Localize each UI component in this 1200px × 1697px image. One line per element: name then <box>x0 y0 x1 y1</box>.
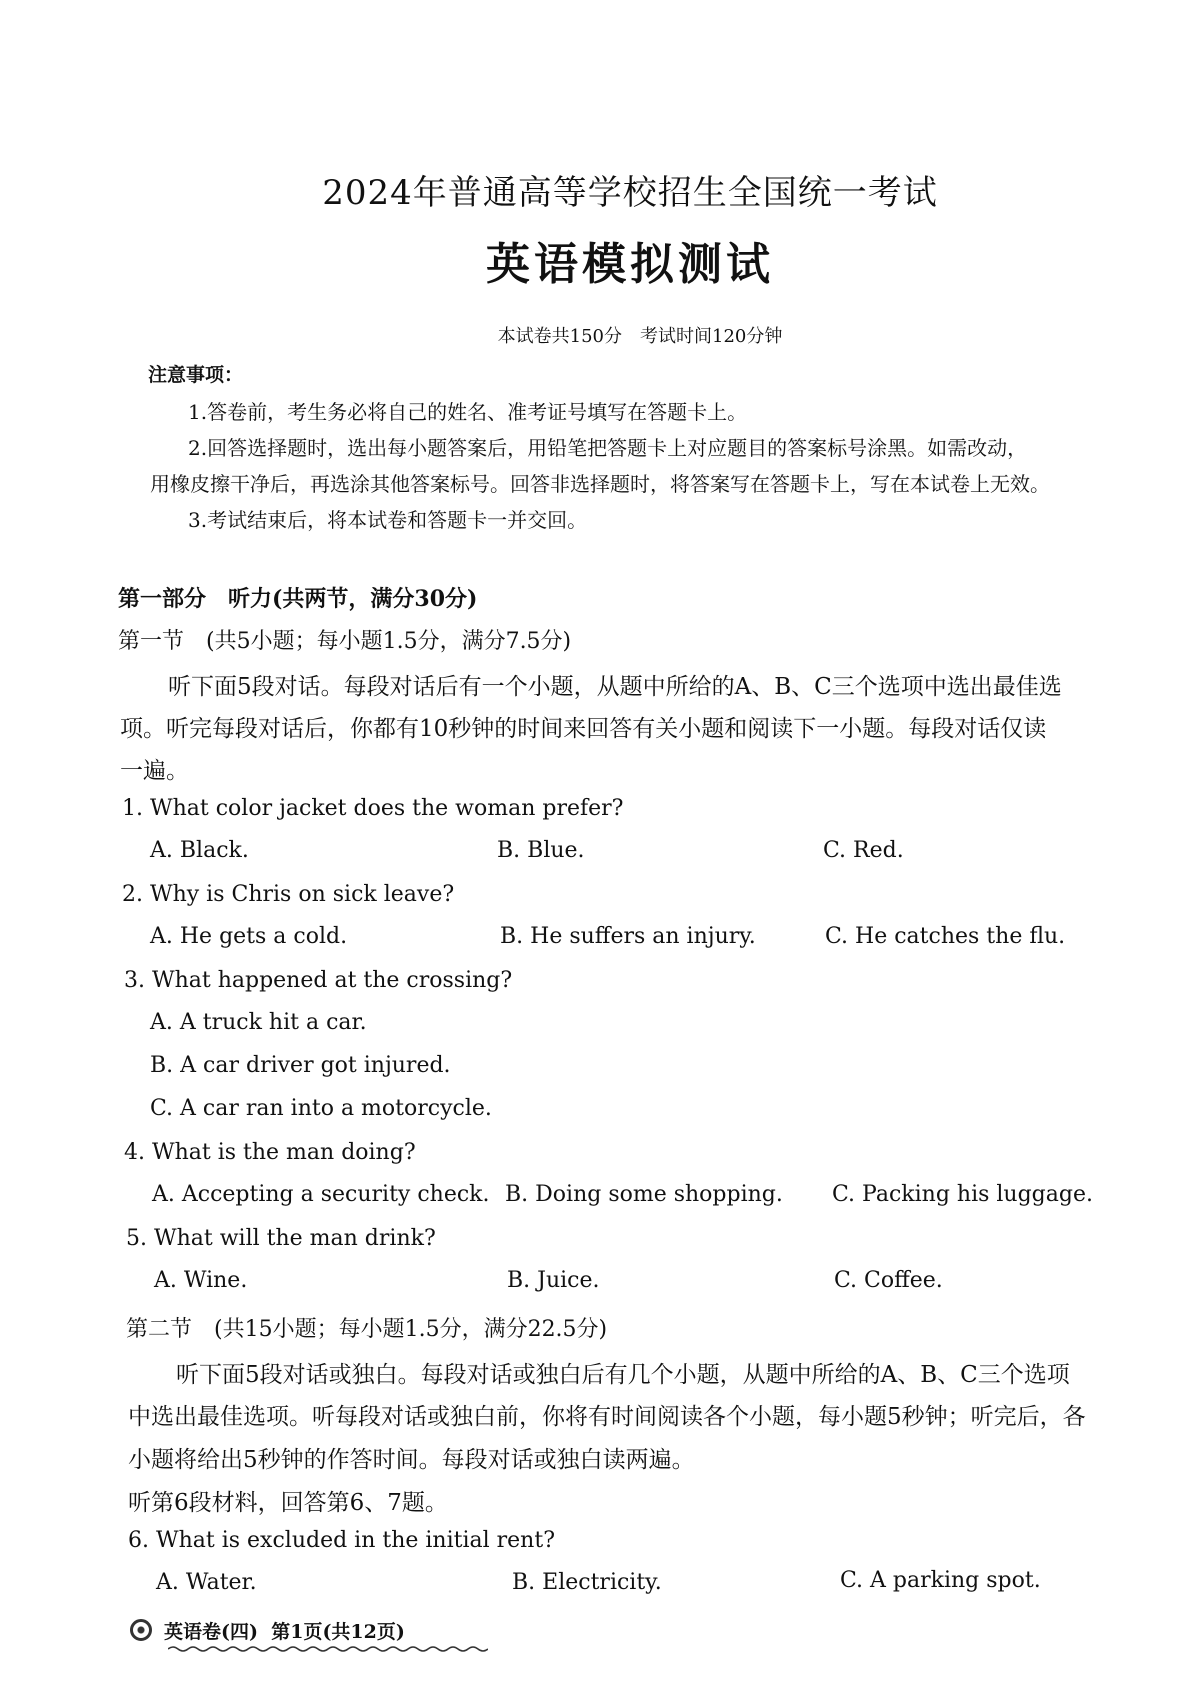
paper-name: 英语卷(四) <box>164 1621 258 1643</box>
question-4: 4. What is the man doing? <box>124 1140 416 1165</box>
question-3: 3. What happened at the crossing? <box>124 968 513 993</box>
question-4-option-b: B. Doing some shopping. <box>505 1182 783 1207</box>
notice-item-2-line-2: 用橡皮擦干净后，再选涂其他答案标号。回答非选择题时，将答案写在答题卡上，写在本试卷上无效。 <box>150 472 1050 496</box>
section2-heading: 第二节 (共15小题；每小题1.5分，满分22.5分) <box>126 1317 608 1342</box>
question-1: 1. What color jacket does the woman prefer? <box>122 796 624 821</box>
section2-instructions-line-3: 小题将给出5秒钟的作答时间。每段对话或独白读两遍。 <box>128 1447 695 1473</box>
circle-logo-icon <box>130 1619 152 1641</box>
section1-instructions-line-1: 听下面5段对话。每段对话后有一个小题，从题中所给的A、B、C三个选项中选出最佳选 <box>168 674 1062 700</box>
question-6-option-c: C. A parking spot. <box>840 1568 1041 1593</box>
question-6: 6. What is excluded in the initial rent? <box>128 1528 555 1553</box>
page-footer <box>130 1617 405 1644</box>
question-2: 2. Why is Chris on sick leave? <box>122 882 455 907</box>
subject-title: 英语模拟测试 <box>486 239 774 290</box>
question-1-option-c: C. Red. <box>823 838 904 863</box>
notice-item-1: 1.答卷前，考生务必将自己的姓名、准考证号填写在答题卡上。 <box>188 400 748 424</box>
exam-title: 2024年普通高等学校招生全国统一考试 <box>322 173 938 213</box>
notice-item-3: 3.考试结束后，将本试卷和答题卡一并交回。 <box>188 508 588 532</box>
question-2-option-c: C. He catches the flu. <box>825 924 1066 949</box>
question-1-option-b: B. Blue. <box>497 838 585 863</box>
notice-heading: 注意事项： <box>148 364 244 386</box>
section2-instructions-line-1: 听下面5段对话或独白。每段对话或独白后有几个小题，从题中所给的A、B、C三个选项 <box>176 1362 1070 1388</box>
section1-instructions-line-3: 一遍。 <box>120 758 189 784</box>
question-3-option-c: C. A car ran into a motorcycle. <box>150 1096 492 1121</box>
section1-instructions-line-2: 项。听完每段对话后，你都有10秒钟的时间来回答有关小题和阅读下一小题。每段对话仅读 <box>120 716 1047 742</box>
question-5-option-b: B. Juice. <box>507 1268 600 1293</box>
section2-instructions-line-2: 中选出最佳选项。听每段对话或独白前，你将有时间阅读各个小题，每小题5秒钟；听完后，各 <box>128 1404 1086 1430</box>
question-2-option-a: A. He gets a cold. <box>150 924 348 949</box>
page-number: 第1页(共12页) <box>271 1621 405 1643</box>
question-4-option-c: C. Packing his luggage. <box>832 1182 1093 1207</box>
question-3-option-b: B. A car driver got injured. <box>150 1053 451 1078</box>
question-2-option-b: B. He suffers an injury. <box>500 924 756 949</box>
question-4-option-a: A. Accepting a security check. <box>152 1182 490 1207</box>
part1-heading: 第一部分 听力(共两节，满分30分) <box>118 586 478 612</box>
question-1-option-a: A. Black. <box>150 838 249 863</box>
exam-info: 本试卷共150分 考试时间120分钟 <box>497 326 783 347</box>
section1-heading: 第一节 (共5小题；每小题1.5分，满分7.5分) <box>118 629 572 654</box>
material-6-note: 听第6段材料，回答第6、7题。 <box>128 1490 448 1516</box>
question-5-option-a: A. Wine. <box>154 1268 248 1293</box>
question-6-option-a: A. Water. <box>156 1570 257 1595</box>
question-6-option-b: B. Electricity. <box>512 1570 662 1595</box>
notice-item-2-line-1: 2.回答选择题时，选出每小题答案后，用铅笔把答题卡上对应题目的答案标号涂黑。如需改动， <box>188 436 1028 460</box>
question-5: 5. What will the man drink? <box>126 1226 436 1251</box>
question-5-option-c: C. Coffee. <box>834 1268 943 1293</box>
footer-wavy-underline <box>168 1645 488 1653</box>
question-3-option-a: A. A truck hit a car. <box>150 1010 367 1035</box>
